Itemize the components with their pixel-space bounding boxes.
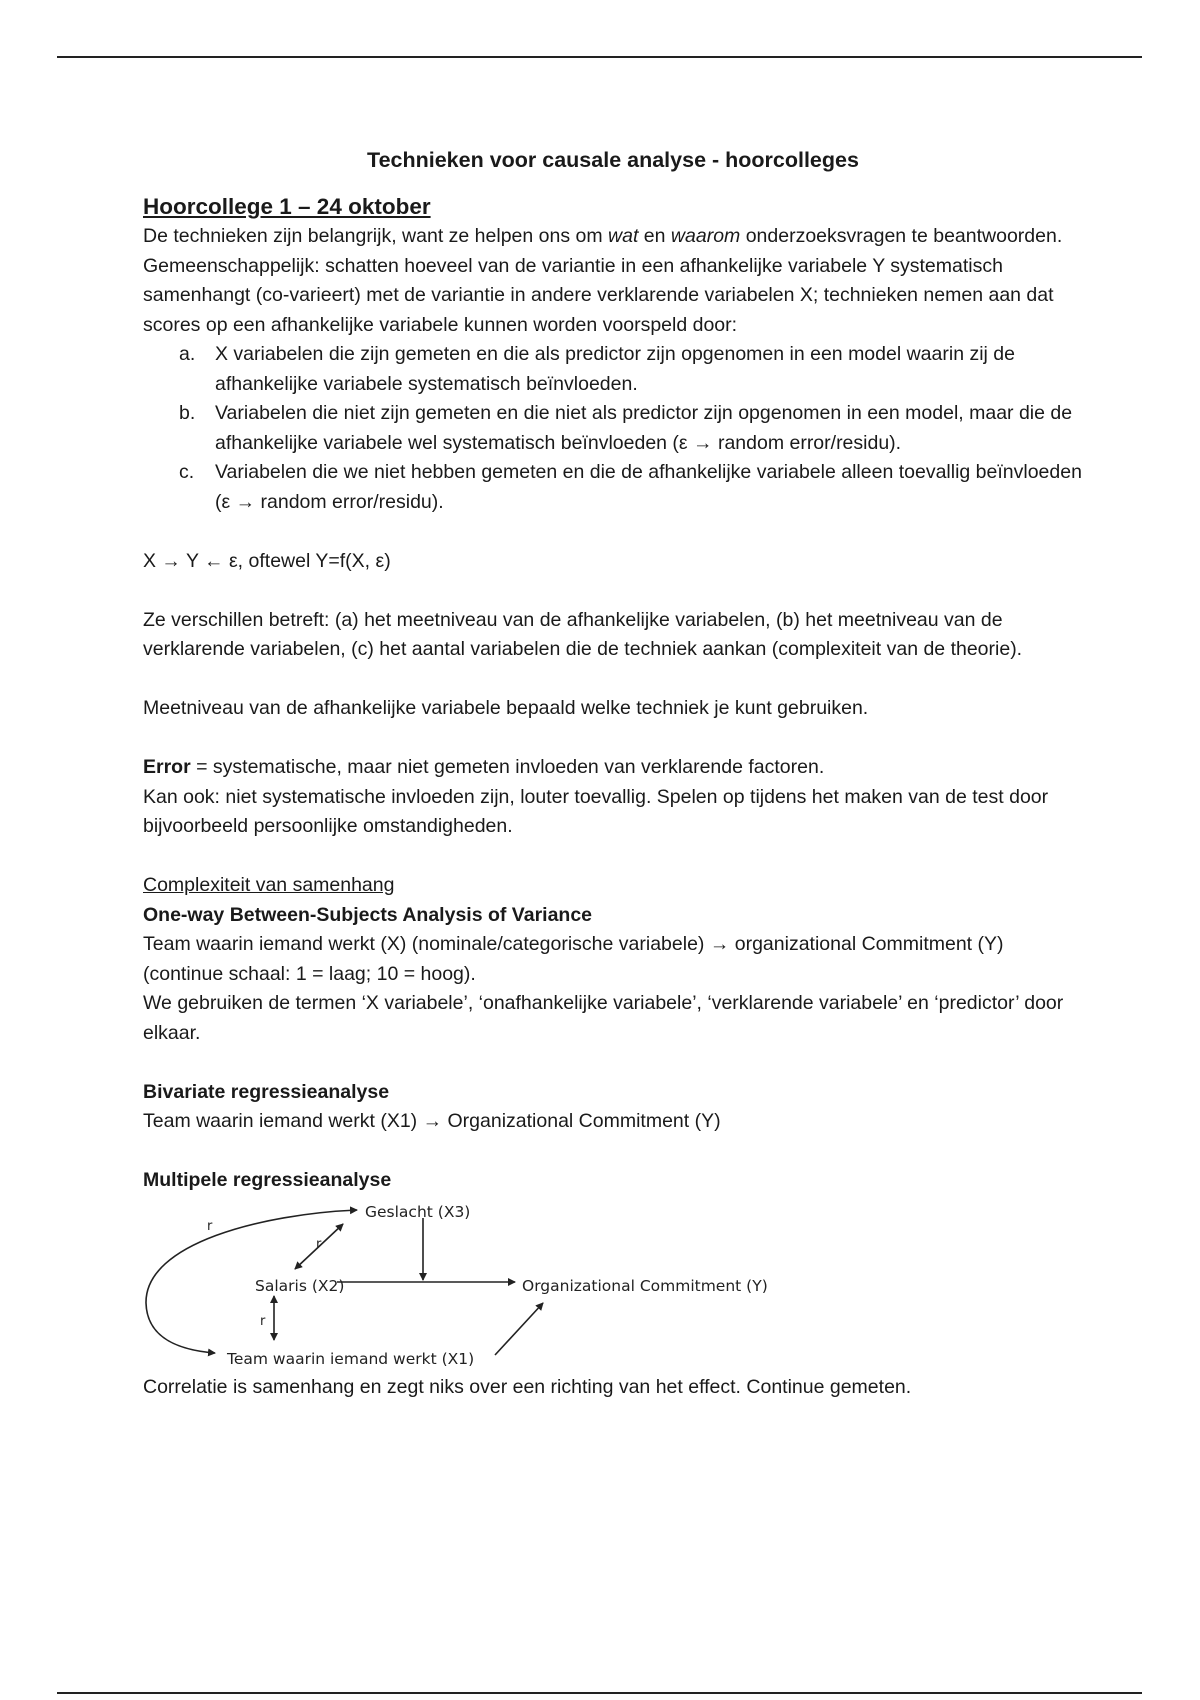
correlation-note: Correlatie is samenhang en zegt niks over een richting van het effect. Continue gemeten. [143, 1375, 912, 1398]
node-y: Organizational Commitment (Y) [522, 1276, 768, 1295]
complexity-heading: Complexiteit van samenhang [143, 874, 395, 896]
bivariate-text: Team waarin iemand werkt (X1) → Organizational Commitment (Y) [143, 1110, 721, 1132]
common-paragraph: Gemeenschappelijk: schatten hoeveel van de variantie in een afhankelijke variabele Y systematisch samenhangt (co-varieert) met de variantie in andere verklarende variabelen X; technieken nemen aan dat scores op een afhankelijke variabele kunnen worden voorspeld door: [143, 254, 1054, 336]
node-x2: Salaris (X2) [255, 1276, 345, 1295]
node-x1: Team waarin iemand werkt (X1) [227, 1349, 475, 1368]
bottom-rule [57, 1692, 1142, 1694]
bivariate-heading: Bivariate regressieanalyse [143, 1080, 390, 1103]
intro-text-1: De technieken zijn belangrijk, want ze helpen ons om [143, 225, 609, 247]
error-text: = systematische, maar niet gemeten invloeden van verklarende factoren. [190, 756, 825, 778]
intro-paragraph [143, 222, 1083, 252]
intro-em-wat: wat [608, 225, 639, 247]
r-label-x2x3: r [316, 1236, 322, 1252]
document-page [143, 145, 1083, 1402]
formula: X → Y ← ε, oftewel Y=f(X, ε) [143, 549, 391, 572]
intro-em-waarom: waarom [670, 225, 741, 247]
error-line2: Kan ook: niet systematische invloeden zijn, louter toevallig. Spelen op tijdens het maken van de test door bijvoorbeeld persoonlijke omstandigheden. [143, 785, 1049, 837]
r-label-x1x2: r [260, 1313, 266, 1329]
list-item-text: Variabelen die niet zijn gemeten en die niet als predictor zijn opgenomen in een model, maar die de afhankelijke variabele wel systematisch beïnvloeden (ε → random error/residu). [215, 402, 1073, 454]
anova-heading: One-way Between-Subjects Analysis of Variance [143, 903, 593, 926]
list-item [179, 340, 1083, 399]
predictor-list [143, 340, 1083, 517]
meetniveau-paragraph: Meetniveau van de afhankelijke variabele bepaald welke techniek je kunt gebruiken. [143, 697, 869, 719]
list-marker: c. [179, 461, 195, 483]
regression-diagram [143, 1198, 793, 1373]
intro-text-3: onderzoeksvragen te beantwoorden. [740, 225, 1063, 247]
list-item-text: X variabelen die zijn gemeten en die als predictor zijn opgenomen in een model waarin zij de afhankelijke variabele systematisch beïnvloeden. [215, 343, 1015, 395]
lecture-heading: Hoorcollege 1 – 24 oktober [143, 194, 431, 219]
intro-text-2: en [638, 225, 671, 247]
anova-text-2: We gebruiken de termen ‘X variabele’, ‘onafhankelijke variabele’, ‘verklarende variabele’ en ‘predictor’ door elkaar. [143, 992, 1064, 1044]
list-item [179, 458, 1083, 517]
document-title: Technieken voor causale analyse - hoorcolleges [367, 148, 859, 172]
list-marker: a. [179, 343, 196, 365]
anova-text-1: Team waarin iemand werkt (X) (nominale/categorische variabele) → organizational Commitment (Y) (continue schaal: 1 = laag; 10 = hoog). [143, 933, 1004, 985]
r-label-outer: r [207, 1218, 213, 1234]
multiple-heading: Multipele regressieanalyse [143, 1169, 392, 1191]
list-marker: b. [179, 402, 196, 424]
top-rule [57, 56, 1142, 58]
error-label: Error [143, 756, 191, 778]
list-item-text: Variabelen die we niet hebben gemeten en die de afhankelijke variabele alleen toevallig beïnvloeden (ε → random error/residu). [215, 461, 1082, 513]
error-paragraph [143, 753, 1083, 783]
list-item [179, 399, 1083, 458]
arrow-x1-y [495, 1303, 543, 1355]
differences-paragraph: Ze verschillen betreft: (a) het meetniveau van de afhankelijke variabelen, (b) het meetniveau van de verklarende variabelen, (c) het aantal variabelen die de techniek aankan (complexiteit van de theorie). [143, 608, 1023, 660]
node-x3: Geslacht (X3) [365, 1202, 471, 1221]
